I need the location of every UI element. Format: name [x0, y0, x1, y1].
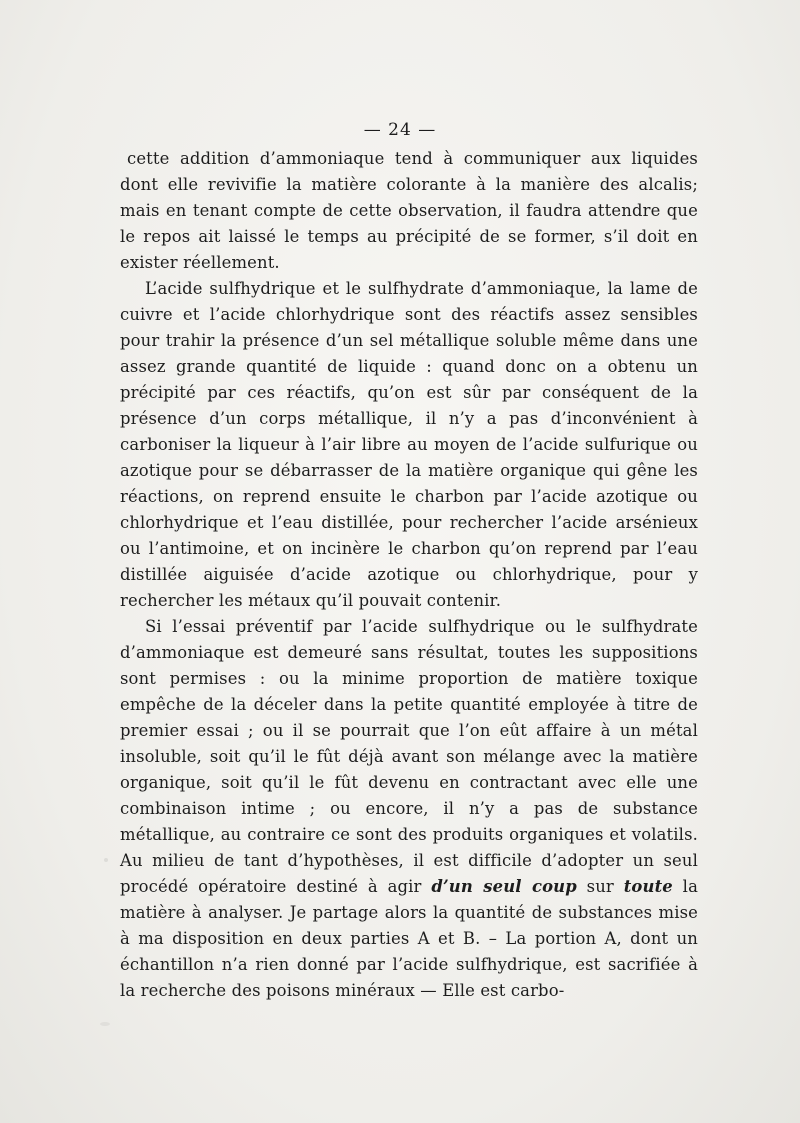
ink-smudge	[104, 858, 108, 862]
paragraph-3-after: la matière à analyser. Je partage alors la quantité de substances mise à ma disposition en deux parties A et B. – La portion A, dont un échantillon n’a rien donné par l’acide sulfhydrique, est sacrifiée à la recherche des poisons minéraux — Elle est carbo-	[120, 877, 698, 1000]
body-text	[120, 146, 698, 1004]
paragraph-1: cette addition d’ammoniaque tend à communiquer aux liquides dont elle revivifie la matière colorante à la manière des alcalis; mais en tenant compte de cette observation, il faudra attendre que le repos ait laissé le temps au précipité de se former, s’il doit en exister réellement.	[120, 149, 698, 272]
ink-smudge	[100, 1022, 110, 1026]
page-number: — 24 —	[363, 120, 437, 140]
paragraph-3	[120, 614, 698, 1004]
paragraph-2: L’acide sulfhydrique et le sulfhydrate d’ammoniaque, la lame de cuivre et l’acide chlorhydrique sont des réactifs assez sensibles pour trahir la présence d’un sel métallique soluble même dans une assez grande quantité de liquide : quand donc on a obtenu un précipité par ces réactifs, qu’on est sûr par conséquent de la présence d’un corps métallique, il n’y a pas d’inconvénient à carboniser la liqueur à l’air libre au moyen de l’acide sulfurique ou azotique pour se débarrasser de la matière organique qui gêne les réactions, on reprend ensuite le charbon par l’acide azotique ou chlorhydrique et l’eau distillée, pour rechercher l’acide arsénieux ou l’antimoine, et on incinère le charbon qu’on reprend par l’eau distillée aiguisée d’acide azotique ou chlorhydrique, pour y rechercher les métaux qu’il pouvait contenir.	[120, 279, 698, 610]
emphasis-dun-seul-coup: d’un seul coup	[431, 877, 577, 896]
paragraph-3-middle: sur	[576, 877, 624, 896]
emphasis-toute: toute	[623, 877, 673, 896]
paragraph-3-before: Si l’essai préventif par l’acide sulfhydrique ou le sulfhydrate d’ammoniaque est demeuré sans résultat, toutes les suppositions sont permises : ou la minime proportion de matière toxique empêche de la déceler dans la petite quantité employée à titre de premier essai ; ou il se pourrait que l’on eût affaire à un métal insoluble, soit qu’il le fût déjà avant son mélange avec la matière organique, soit qu’il le fût devenu en contractant avec elle une combinaison intime ; ou encore, il n’y a pas de substance métallique, au contraire ce sont des produits organiques et volatils. Au milieu de tant d’hypothèses, il est difficile d’adopter un seul procédé opératoire destiné à agir	[120, 617, 698, 896]
